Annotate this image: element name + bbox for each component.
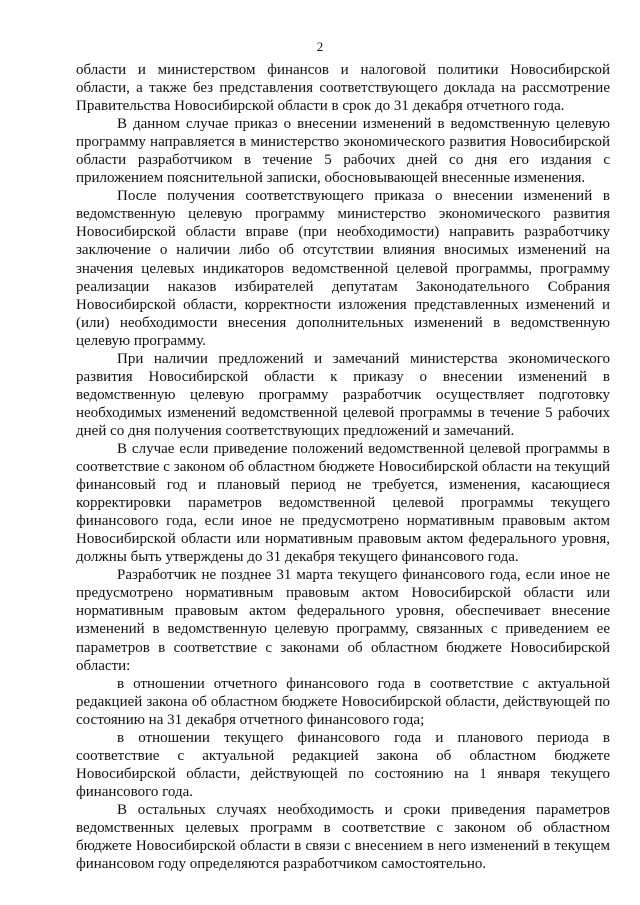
document-body [76,61,610,873]
page-number: 2 [316,39,324,54]
paragraph: Разработчик не позднее 31 марта текущего финансового года, если иное не предусмотрено нормативным правовым актом Новосибирской области или нормативным правовым актом федерального уровня, обеспечивает внесение изменений в ведомственную целевую программу, связанных с приведением ее параметров в соответствие с законами об областном бюджете Новосибирской области: [76,567,610,674]
paragraph: в отношении отчетного финансового года в соответствие с актуальной редакцией закона об областном бюджете Новосибирской области, действующей по состоянию на 31 декабря отчетного финансового года; [76,675,610,728]
paragraph: После получения соответствующего приказа о внесении изменений в ведомственную целевую программу министерство экономического развития Новосибирской области вправе (при необходимости) направить разработчику заключение о наличии либо об отсутствии влияния вносимых изменений на значения целевых индикаторов ведомственной целевой программы, программу реализации наказов избирателей депутатам Законодательного Собрания Новосибирской области, корректности изложения представленных изменений и (или) необходимости внесения дополнительных изменений в ведомственную целевую программу. [76,188,610,349]
paragraph: в отношении текущего финансового года и планового периода в соответствие с актуальной редакцией закона об областном бюджете Новосибирской области, действующей по состоянию на 1 января текущего финансового года. [76,729,610,800]
paragraph-continuation: области и министерством финансов и налоговой политики Новосибирской области, а также без представления соответствующего доклада на рассмотрение Правительства Новосибирской области в срок до 31 декабря отчетного года. [76,62,610,115]
paragraph: При наличии предложений и замечаний министерства экономического развития Новосибирской области к приказу о внесении изменений в ведомственную целевую программу разработчик осуществляет подготовку необходимых изменений ведомственной целевой программы в течение 5 рабочих дней со дня получения соответствующих предложений и замечаний. [76,350,610,439]
paragraph: В данном случае приказ о внесении изменений в ведомственную целевую программу направляется в министерство экономического развития Новосибирской области разработчиком в течение 5 рабочих дней со дня его издания с приложением пояснительной записки, обосновывающей внесенные изменения. [76,116,610,187]
paragraph: В случае если приведение положений ведомственной целевой программы в соответствие с законом об областном бюджете Новосибирской области на текущий финансовый год и плановый период не требуется, изменения, касающиеся корректировки параметров ведомственной целевой программы текущего финансового года, если иное не предусмотрено нормативным правовым актом Новосибирской области или нормативным правовым актом федерального уровня, должны быть утверждены до 31 декабря текущего финансового года. [76,440,610,566]
paragraph: В остальных случаях необходимость и сроки приведения параметров ведомственных целевых программ в соответствие с законом об областном бюджете Новосибирской области в связи с внесением в него изменений в текущем финансовом году определяются разработчиком самостоятельно. [76,801,610,873]
